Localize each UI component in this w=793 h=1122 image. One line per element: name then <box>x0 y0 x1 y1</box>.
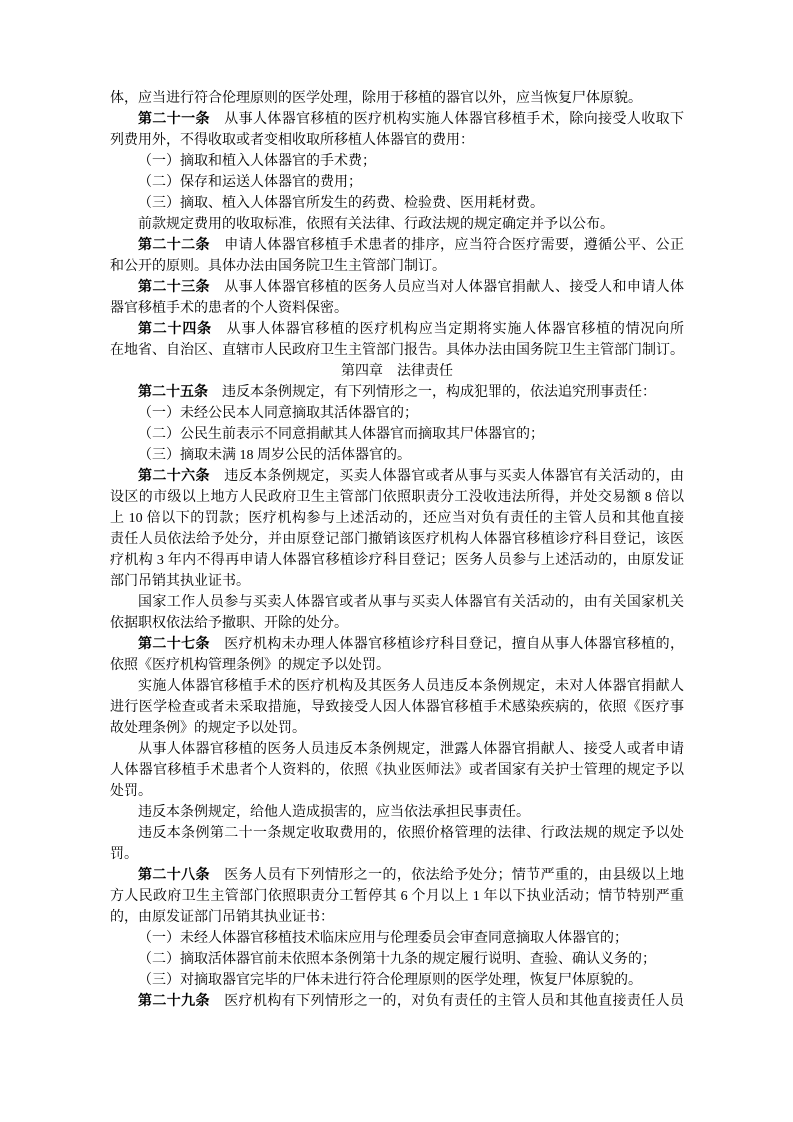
article-number: 第二十四条 <box>138 322 212 337</box>
line-text: 从事人体器官移植的医务人员违反本条例规定，泄露人体器官捐献人、接受人或者申请 <box>138 742 684 757</box>
line-text: 处罚。 <box>110 784 152 799</box>
text-line <box>110 655 684 676</box>
line-text: 违反本条例规定，给他人造成损害的，应当依法承担民事责任。 <box>138 805 530 820</box>
line-text: （二）公民生前表示不同意捐献其人体器官而摘取其尸体器官的； <box>138 427 544 442</box>
article-number: 第二十一条 <box>138 112 210 127</box>
line-text: （三）摘取、植入人体器官所发生的药费、检验费、医用耗材费。 <box>138 196 544 211</box>
text-line <box>110 319 684 340</box>
text-line <box>110 235 684 256</box>
line-text: 体，应当进行符合伦理原则的医学处理，除用于移植的器官以外，应当恢复尸体原貌。 <box>110 91 642 106</box>
line-text: 在地省、自治区、直辖市人民政府卫生主管部门报告。具体办法由国务院卫生主管部门制订。 <box>110 343 684 358</box>
text-line <box>110 403 684 424</box>
article-number: 第二十三条 <box>138 280 210 295</box>
line-text: 医疗机构未办理人体器官移植诊疗科目登记，擅自从事人体器官移植的， <box>209 637 685 652</box>
line-text: 器官移植手术的患者的个人资料保密。 <box>110 301 348 316</box>
text-line <box>110 277 684 298</box>
text-line <box>110 508 684 529</box>
line-text: 疗机构 3 年内不得再申请人体器官移植诊疗科目登记；医务人员参与上述活动的，由原发证 <box>110 553 684 568</box>
line-text: 故处理条例》的规定予以处罚。 <box>110 721 306 736</box>
line-text: 的，由原发证部门吊销其执业证书： <box>110 910 334 925</box>
line-text: 列费用外，不得收取或者变相收取所移植人体器官的费用： <box>110 133 474 148</box>
article-number: 第二十八条 <box>138 868 210 883</box>
text-line <box>110 109 684 130</box>
line-text: 从事人体器官移植的医疗机构实施人体器官移植手术，除向接受人收取下 <box>209 112 685 127</box>
line-text: 医疗机构有下列情形之一的，对负有责任的主管人员和其他直接责任人员 <box>209 994 685 1009</box>
line-text: 前款规定费用的收取标准，依照有关法律、行政法规的规定确定并予以公布。 <box>138 217 614 232</box>
line-text: 第四章 法律责任 <box>341 364 453 379</box>
line-text: 部门吊销其执业证书。 <box>110 574 250 589</box>
text-line <box>110 487 684 508</box>
text-line <box>110 844 684 865</box>
line-text: 违反本条例规定，买卖人体器官或者从事与买卖人体器官有关活动的，由 <box>209 469 685 484</box>
text-line <box>110 760 684 781</box>
article-number: 第二十二条 <box>138 238 210 253</box>
text-line <box>110 907 684 928</box>
line-text: 依据职权依法给予撤职、开除的处分。 <box>110 616 348 631</box>
line-text: 实施人体器官移植手术的医疗机构及其医务人员违反本条例规定，未对人体器官捐献人 <box>138 679 684 694</box>
text-line <box>110 424 684 445</box>
text-line <box>110 151 684 172</box>
text-line <box>110 970 684 991</box>
text-line <box>110 193 684 214</box>
text-line <box>110 466 684 487</box>
text-line <box>110 613 684 634</box>
line-text: 责任人员依法给予处分，并由原登记部门撤销该医疗机构人体器官移植诊疗科目登记，该医 <box>110 532 684 547</box>
line-text: 医务人员有下列情形之一的，依法给予处分；情节严重的，由县级以上地 <box>209 868 685 883</box>
line-text: 国家工作人员参与买卖人体器官或者从事与买卖人体器官有关活动的，由有关国家机关 <box>138 595 684 610</box>
line-text: （一）摘取和植入人体器官的手术费； <box>138 154 376 169</box>
line-text: （三）对摘取器官完毕的尸体未进行符合伦理原则的医学处理，恢复尸体原貌的。 <box>138 973 642 988</box>
text-line <box>110 697 684 718</box>
text-line <box>110 340 684 361</box>
line-text: （一）未经公民本人同意摘取其活体器官的； <box>138 406 418 421</box>
text-line <box>110 739 684 760</box>
text-line <box>110 718 684 739</box>
text-line <box>110 256 684 277</box>
line-text: 设区的市级以上地方人民政府卫生主管部门依照职责分工没收违法所得，并处交易额 8 倍以 <box>110 490 684 505</box>
text-line <box>110 991 684 1012</box>
article-number: 第二十六条 <box>138 469 210 484</box>
text-line <box>110 823 684 844</box>
line-text: 从事人体器官移植的医疗机构应当定期将实施人体器官移植的情况向所 <box>211 322 684 337</box>
text-line <box>110 445 684 466</box>
line-text: （二）摘取活体器官前未依照本条例第十九条的规定履行说明、查验、确认义务的； <box>138 952 656 967</box>
line-text: （一）未经人体器官移植技术临床应用与伦理委员会审查同意摘取人体器官的； <box>138 931 628 946</box>
article-number: 第二十五条 <box>138 385 208 400</box>
text-line <box>110 802 684 823</box>
text-line <box>110 634 684 655</box>
chapter-heading <box>110 361 684 382</box>
line-text: 违反本条例第二十一条规定收取费用的，依照价格管理的法律、行政法规的规定予以处 <box>138 826 684 841</box>
line-text: 和公开的原则。具体办法由国务院卫生主管部门制订。 <box>110 259 446 274</box>
article-number: 第二十九条 <box>138 994 210 1009</box>
line-text: 依照《医疗机构管理条例》的规定予以处罚。 <box>110 658 390 673</box>
line-text: 方人民政府卫生主管部门依照职责分工暂停其 6 个月以上 1 年以下执业活动；情节特别严重 <box>110 889 684 904</box>
line-text: 违反本条例规定，有下列情形之一，构成犯罪的，依法追究刑事责任： <box>208 385 656 400</box>
text-line <box>110 676 684 697</box>
text-line <box>110 130 684 151</box>
article-number: 第二十七条 <box>138 637 210 652</box>
document-text-block <box>110 88 684 1012</box>
line-text: 从事人体器官移植的医务人员应当对人体器官捐献人、接受人和申请人体 <box>209 280 685 295</box>
line-text: （二）保存和运送人体器官的费用； <box>138 175 362 190</box>
line-text: 罚。 <box>110 847 138 862</box>
line-text: 人体器官移植手术患者个人资料的，依照《执业医师法》或者国家有关护士管理的规定予以 <box>110 763 684 778</box>
text-line <box>110 214 684 235</box>
text-line <box>110 550 684 571</box>
text-line <box>110 529 684 550</box>
text-line <box>110 382 684 403</box>
text-line <box>110 571 684 592</box>
line-text: 进行医学检查或者未采取措施，导致接受人因人体器官移植手术感染疾病的，依照《医疗事 <box>110 700 684 715</box>
line-text: （三）摘取未满 18 周岁公民的活体器官的。 <box>138 448 411 463</box>
line-text: 申请人体器官移植手术患者的排序，应当符合医疗需要，遵循公平、公正 <box>209 238 685 253</box>
line-text: 上 10 倍以下的罚款；医疗机构参与上述活动的，还应当对负有责任的主管人员和其他直接 <box>110 511 684 526</box>
text-line <box>110 592 684 613</box>
text-line <box>110 298 684 319</box>
text-line <box>110 781 684 802</box>
text-line <box>110 865 684 886</box>
text-line <box>110 949 684 970</box>
text-line <box>110 928 684 949</box>
text-line <box>110 172 684 193</box>
text-line <box>110 88 684 109</box>
text-line <box>110 886 684 907</box>
